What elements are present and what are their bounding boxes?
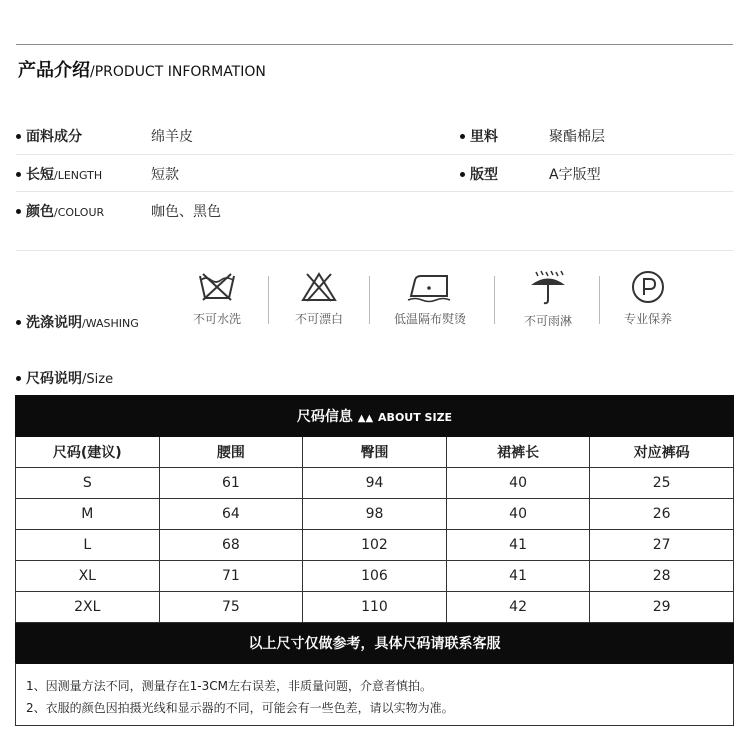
table-row: M 64 98 40 26 [16,499,734,530]
bullet-icon [16,209,21,214]
title-cn: 产品介绍 [18,60,90,81]
bullet-icon [460,134,465,139]
size-table [15,395,734,664]
title-en: PRODUCT INFORMATION [94,64,266,80]
fabric-value: 绵羊皮 [151,129,193,145]
table-row: L 68 102 41 27 [16,530,734,561]
wash-item-no-rain: 不可雨淋 [508,270,588,329]
wash-separator [599,276,600,324]
table-row: S 61 94 40 25 [16,468,734,499]
lining-label: 里料 [460,126,498,146]
wash-item-low-iron: 低温隔布熨烫 [390,270,470,327]
color-value: 咖色、黑色 [151,204,221,220]
length-value: 短款 [151,167,179,183]
wash-item-professional-care: 专业保养 [608,270,688,327]
wash-separator [369,276,370,324]
fit-label: 版型 [460,164,498,184]
row-divider [16,154,733,155]
color-label: 颜色/COLOUR [16,201,104,221]
washing-label: 洗涤说明/WASHING [16,312,139,332]
size-table-footer: 以上尺寸仅做参考，具体尺码请联系客服 [16,623,734,664]
note-line: 2、衣服的颜色因拍摄光线和显示器的不同，可能会有一些色差，请以实物为准。 [26,701,454,715]
no-wash-icon [197,270,237,304]
row-divider [16,191,733,192]
size-table-header: 尺码(建议) 腰围 臀围 裙裤长 对应裤码 [16,437,734,468]
no-bleach-icon [299,270,339,304]
wash-separator [494,276,495,324]
bullet-icon [16,376,21,381]
table-row: 2XL 75 110 42 29 [16,592,734,623]
fit-value: A字版型 [549,167,601,183]
professional-care-icon [628,270,668,304]
top-divider [16,44,733,45]
no-rain-icon [528,270,568,306]
length-label: 长短/LENGTH [16,164,102,184]
bullet-icon [16,320,21,325]
note-line: 1、因测量方法不同，测量存在1-3CM左右误差，非质量问题，介意者慎拍。 [26,679,432,693]
wash-separator [268,276,269,324]
notes-box [15,663,734,726]
table-row: XL 71 106 41 28 [16,561,734,592]
row-divider [16,250,733,251]
fabric-label: 面料成分 [16,126,82,146]
bullet-icon [16,134,21,139]
triangle-icon: ▲▲ [357,413,374,424]
page-title [18,56,266,82]
title-sep: / [90,64,95,80]
wash-item-no-bleach: 不可漂白 [279,270,359,327]
size-section-label: 尺码说明/Size [16,368,113,388]
wash-item-no-wash: 不可水洗 [177,270,257,327]
low-iron-with-cloth-icon [405,270,455,304]
size-table-banner: 尺码信息 ▲▲ ABOUT SIZE [16,396,734,437]
bullet-icon [16,172,21,177]
lining-value: 聚酯棉层 [549,129,605,145]
bullet-icon [460,172,465,177]
